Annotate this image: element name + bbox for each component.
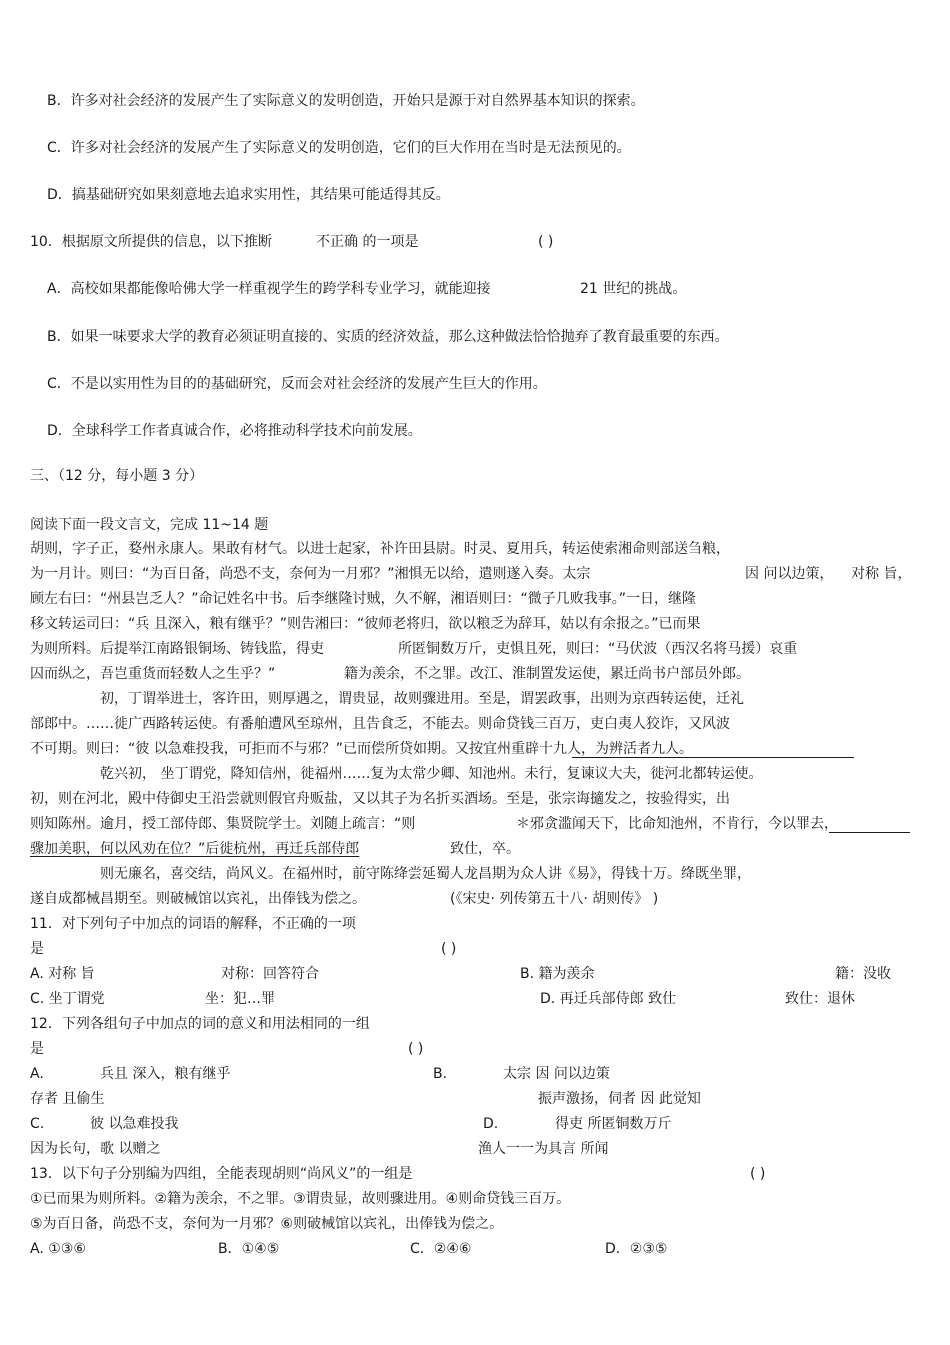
q10-option-b: B．如果一味要求大学的教育必须证明直接的、实质的经济效益，那么这种做法恰恰抛弃了教育最重要的东西。 [47,329,729,345]
q12-option-c-label: C. [30,1116,45,1132]
q13-answer-paren: ( ) [750,1166,766,1182]
q9-option-c: C．许多对社会经济的发展产生了实际意义的发明创造，它们的巨大作用在当时是无法预见的。 [47,140,631,156]
passage-line-underlined: 骤加美职，何以风劝在位？”后徙杭州，再迁兵部侍郎 [30,841,360,857]
q10-option-c: C．不是以实用性为目的的基础研究，反而会对社会经济的发展产生巨大的作用。 [47,376,547,392]
q12-option-d-label: D. [483,1116,499,1132]
passage-line: 初，则在河北，殿中侍御史王沿尝就则假官舟贩盐，又以其子为名折买酒场。至是，张宗诲擿发之，按验得实，出 [30,791,730,807]
passage-line-part: 致仕，卒。 [450,841,520,857]
q12-option-c-1: 彼 以急难投我 [90,1116,179,1132]
q13-items-line: ①已而果为则所料。②籍为羡余，不之罪。③谓贵显，故则骤进用。④则命贷钱三百万。 [30,1191,571,1207]
q12-option-d-1: 得吏 所匿铜数万斤 [555,1116,672,1132]
underline-mark [829,832,910,833]
passage-line: 不可期。则曰：“彼 以急难投我，可拒而不与邪？”已而偿所贷如期。又按宜州重辟十九人，为辨活者九人。 [30,741,693,757]
passage-line: 移文转运司曰：“兵 且深入，粮有继乎？”则告湘曰：“彼师老将归，欲以粮乏为辞耳，姑以有余报之。”已而果 [30,616,701,632]
passage-source: (《宋史· 列传第五十八· 胡则传》 ) [450,891,659,907]
q12-option-c-2: 因为长句，歌 以赠之 [30,1141,161,1157]
passage-line: 顾左右曰：“州县岂乏人？”命记姓名中书。后李继隆讨贼，久不解，湘语则曰：“微子几败我事。”一日，继隆 [30,591,697,607]
passage-line-part: ＊邪贪滥闻天下，比命知池州，不肯行，今以罪去， [516,816,838,832]
q13-option-b: B．①④⑤ [218,1241,280,1257]
q12-stem-end: 是 [30,1041,44,1057]
q10-stem-emphasis: 不正确 的一项是 [316,234,419,250]
passage-line: 胡则，字子正，婺州永康人。果敢有材气。以进士起家，补许田县尉。时灵、夏用兵，转运使索湘命则部送刍粮， [30,541,730,557]
q13-items-line: ⑤为百日备，尚恐不支，奈何为一月邪？⑥则破械馆以宾礼，出俸钱为偿之。 [30,1216,504,1232]
q10-option-d: D．全球科学工作者真诚合作，必将推动科学技术向前发展。 [47,423,422,439]
passage-line: 为一月计。则曰：“为百日备，尚恐不支，奈何为一月邪？”湘惧无以给，遣则遂入奏。太宗 [30,566,591,582]
passage-line-part: 对称 旨， [851,566,912,582]
q12-option-b-2: 振声激扬，伺者 因 此觉知 [538,1091,701,1107]
q13-option-a: A. ①③⑥ [30,1241,86,1257]
q12-stem: 12．下列各组句子中加点的词的意义和用法相同的一组 [30,1016,370,1032]
q12-option-a-1: 兵且 深入，粮有继乎 [100,1066,231,1082]
q10-option-a: A．高校如果都能像哈佛大学一样重视学生的跨学科专业学习，就能迎接 [47,281,491,297]
passage-line-part: 因 问以边策， [745,566,834,582]
q10-stem: 10．根据原文所提供的信息，以下推断 [30,234,272,250]
q11-option-c-def: 坐：犯…罪 [205,991,275,1007]
q11-answer-paren: ( ) [441,941,457,957]
q11-option-d: D. 再迁兵部侍郎 致仕 [540,991,677,1007]
q9-option-d: D．搞基础研究如果刻意地去追求实用性，其结果可能适得其反。 [47,187,450,203]
q13-option-c: C．②④⑥ [410,1241,472,1257]
q11-option-a-def: 对称：回答符合 [221,966,319,982]
section-title: 三、（12 分，每小题 3 分） [30,468,204,484]
q12-option-a-2: 存者 且偷生 [30,1091,105,1107]
passage-line: 遂自成都械昌期至。则破械馆以宾礼，出俸钱为偿之。 [30,891,366,907]
passage-line: 则知陈州。逾月，授工部侍郎、集贤院学士。刘随上疏言：“则 [30,816,416,832]
passage-line: 初，丁谓举进士，客许田，则厚遇之，谓贵显，故则骤进用。至是，谓罢政事，出则为京西转运使，迁礼 [100,691,744,707]
passage-line: 则无廉名，喜交结，尚风义。在福州时，前守陈绛尝延蜀人龙昌期为众人讲《易》，得钱十万。绛既坐罪， [100,866,751,882]
q9-option-b: B．许多对社会经济的发展产生了实际意义的发明创造，开始只是源于对自然界基本知识的探索。 [47,93,645,109]
q11-option-c: C. 坐丁谓党 [30,991,105,1007]
q11-stem: 11．对下列句子中加点的词语的解释，不正确的一项 [30,916,356,932]
q10-option-a-tail: 21 世纪的挑战。 [580,281,687,297]
q12-option-a-label: A. [30,1066,44,1082]
q11-option-d-def: 致仕：退休 [785,991,855,1007]
q13-option-d: D．②③⑤ [605,1241,668,1257]
q11-option-b: B. 籍为羡余 [520,966,595,982]
q11-option-b-def: 籍：没收 [835,966,891,982]
section-intro: 阅读下面一段文言文，完成 11~14 题 [30,517,269,533]
passage-line: 部郎中。……徙广西路转运使。有番舶遭风至琼州，且告食乏，不能去。则命贷钱三百万，吏白夷人狡诈，又风波 [30,716,730,732]
q12-option-b-label: B. [433,1066,448,1082]
q13-stem: 13．以下句子分别编为四组，全能表现胡则“尚风义”的一组是 [30,1166,413,1182]
passage-line: 囚而纵之，吾岂重货而轻数人之生乎？” [30,666,276,682]
passage-line: 乾兴初， 坐丁谓党，降知信州，徙福州……复为太常少卿、知池州。未行，复谏议大夫，徙河北都转运使。 [100,766,763,782]
passage-line: 为则所料。后提举江南路银铜场、铸钱监，得吏 [30,641,324,657]
q12-option-d-2: 渔人一一为具言 所闻 [478,1141,609,1157]
passage-line-part: 籍为羡余，不之罪。改江、淮制置发运使，累迁尚书户部员外郎。 [344,666,750,682]
q11-stem-end: 是 [30,941,44,957]
passage-line-part: 所匿铜数万斤，吏惧且死，则曰：“马伏波（西汉名将马援）哀重 [398,641,798,657]
q12-option-b-1: 太宗 因 问以边策 [503,1066,610,1082]
q12-answer-paren: ( ) [408,1041,424,1057]
q10-answer-paren: ( ) [538,234,554,250]
q11-option-a: A. 对称 旨 [30,966,95,982]
underline-mark [572,757,854,758]
